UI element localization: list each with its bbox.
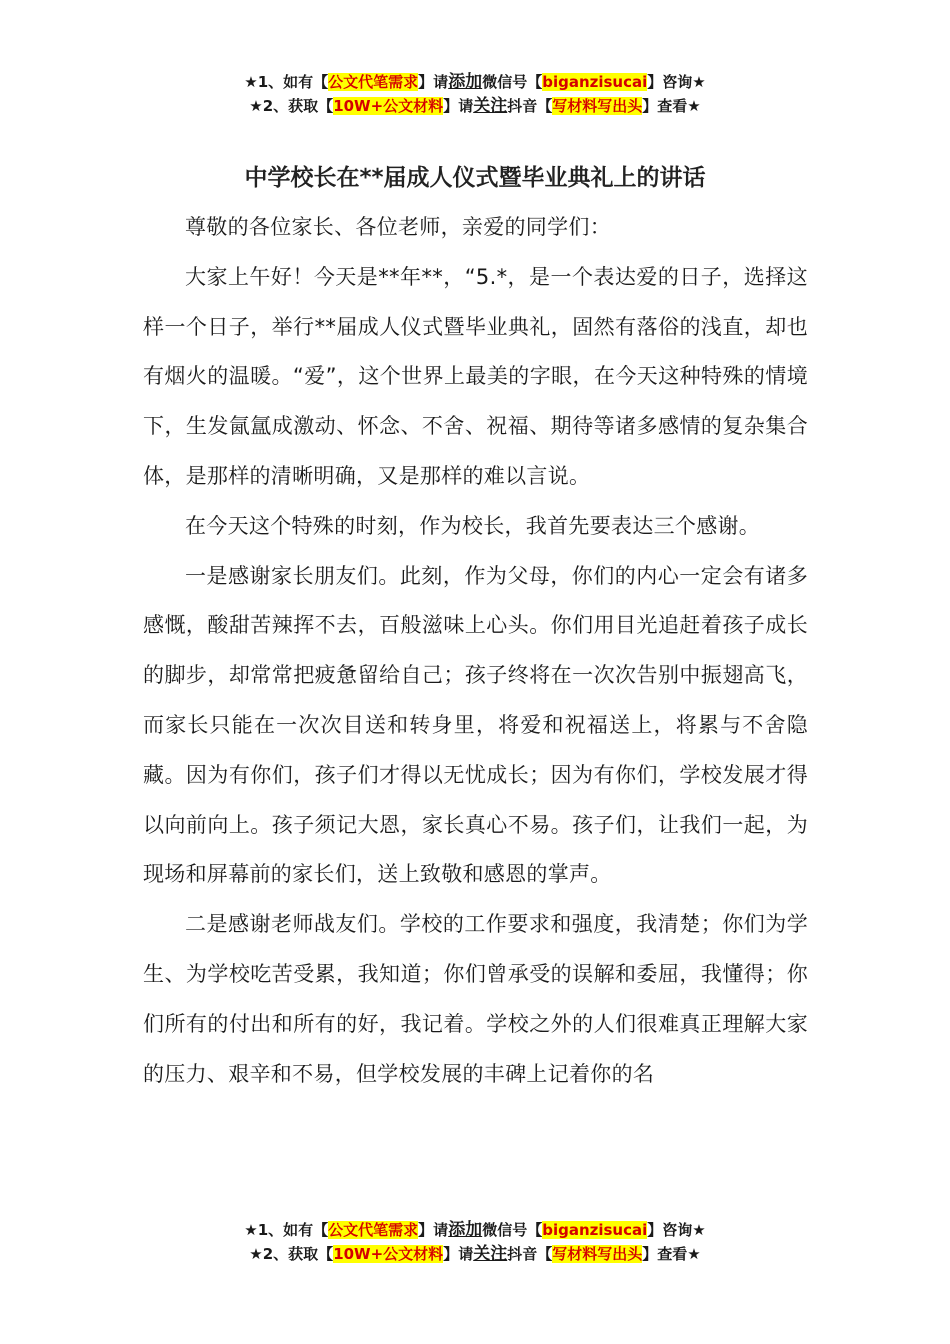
notice-text: 】查看★ (642, 1245, 701, 1263)
notice-highlight-materials: 10W+公文材料 (333, 97, 444, 115)
notice-line-wechat (0, 1218, 950, 1242)
document-title: 中学校长在**届成人仪式暨毕业典礼上的讲话 (244, 165, 706, 192)
notice-line-douyin (0, 94, 950, 118)
notice-text: 微信号【 (482, 73, 543, 91)
body-paragraph: 大家上午好！今天是**年**，“5.*，是一个表达爱的日子，选择这样一个日子，举行**届成人仪式暨毕业典礼，固然有落俗的浅直，却也有烟火的温暖。“爱”，这个世界上最美的字眼，在今天这种特殊的情境下，生发氤氲成激动、怀念、不舍、祝福、期待等诸多感情的复杂集合体，是那样的清晰明确，又是那样的难以言说。 (143, 264, 808, 488)
notice-text: 】请 (443, 97, 474, 115)
notice-highlight-materials: 10W+公文材料 (333, 1245, 444, 1263)
header-notice (0, 70, 950, 118)
notice-highlight-service: 公文代笔需求 (328, 73, 419, 91)
notice-emphasis: 关注 (473, 1244, 508, 1264)
notice-emphasis: 关注 (473, 96, 508, 116)
footer-notice (0, 1218, 950, 1266)
notice-highlight-wechat-id: biganzisucai (542, 73, 648, 91)
notice-highlight-douyin-id: 写材料写出头 (552, 97, 643, 115)
notice-text: 抖音【 (507, 1245, 553, 1263)
body-paragraph: 二是感谢老师战友们。学校的工作要求和强度，我清楚；你们为学生、为学校吃苦受累，我知道；你们曾承受的误解和委屈，我懂得；你们所有的付出和所有的好，我记着。学校之外的人们很难真正理解大家的压力、艰辛和不易，但学校发展的丰碑上记着你的名 (143, 912, 808, 1086)
notice-text: 】咨询★ (647, 73, 706, 91)
notice-text: 】查看★ (642, 97, 701, 115)
notice-highlight-wechat-id: biganzisucai (542, 1221, 648, 1239)
notice-text: ★1、如有【 (244, 73, 329, 91)
notice-text: 微信号【 (482, 1221, 543, 1239)
notice-line-wechat (0, 70, 950, 94)
notice-emphasis: 添加 (448, 1220, 483, 1240)
notice-text: ★2、获取【 (249, 97, 334, 115)
salutation-paragraph: 尊敬的各位家长、各位老师，亲爱的同学们： (185, 215, 611, 239)
notice-text: 】请 (418, 1221, 449, 1239)
notice-text: ★1、如有【 (244, 1221, 329, 1239)
notice-highlight-douyin-id: 写材料写出头 (552, 1245, 643, 1263)
notice-emphasis: 添加 (448, 72, 483, 92)
notice-text: ★2、获取【 (249, 1245, 334, 1263)
document-body (143, 203, 808, 1158)
body-paragraph: 在今天这个特殊的时刻，作为校长，我首先要表达三个感谢。 (185, 513, 761, 538)
body-paragraph: 一是感谢家长朋友们。此刻，作为父母，你们的内心一定会有诸多感慨，酸甜苦辣挥不去，百般滋味上心头。你们用目光追赶着孩子成长的脚步，却常常把疲惫留给自己；孩子终将在一次次告别中振翅高飞，而家长只能在一次次目送和转身里，将爱和祝福送上，将累与不舍隐藏。因为有你们，孩子们才得以无忧成长；因为有你们，学校发展才得以向前向上。孩子须记大恩，家长真心不易。孩子们，让我们一起，为现场和屏幕前的家长们，送上致敬和感恩的掌声。 (143, 563, 808, 887)
notice-text: 】咨询★ (647, 1221, 706, 1239)
notice-text: 抖音【 (507, 97, 553, 115)
notice-line-douyin (0, 1242, 950, 1266)
notice-text: 】请 (443, 1245, 474, 1263)
notice-text: 】请 (418, 73, 449, 91)
notice-highlight-service: 公文代笔需求 (328, 1221, 419, 1239)
